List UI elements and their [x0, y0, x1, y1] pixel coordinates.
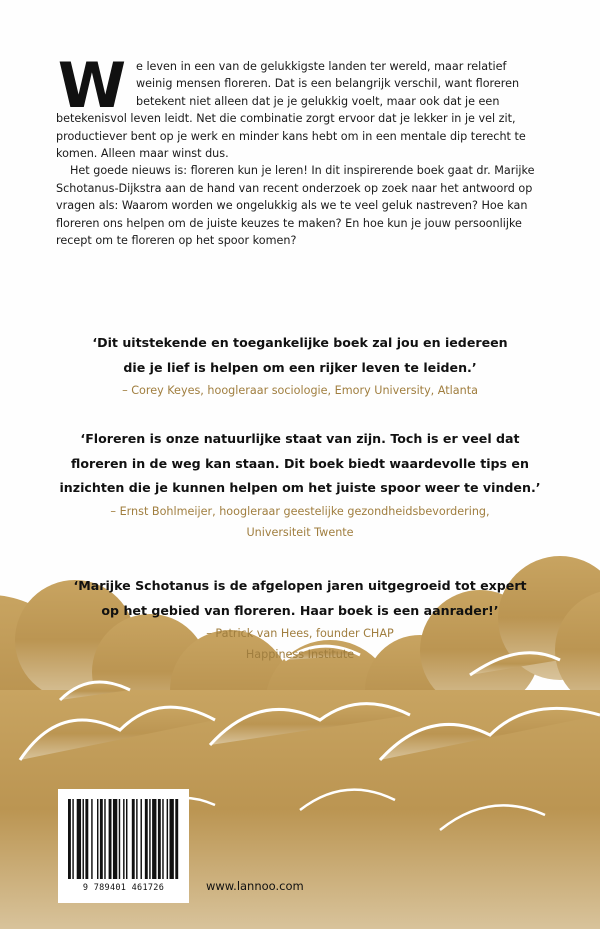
barcode-bar: [91, 799, 92, 879]
quote-source: – Corey Keyes, hoogleraar sociologie, Emory University, Atlanta: [122, 384, 478, 397]
barcode-bar: [145, 799, 148, 879]
barcode-bar: [100, 799, 103, 879]
quote-line: floreren in de weg kan staan. Dit boek biedt waardevolle tips en: [71, 455, 529, 471]
intro-paragraph-1: e leven in een van de gelukkigste landen ter wereld, maar relatief weinig mensen floreren. Dat is een belangrijk verschil, want floreren betekent niet alleen dat je je gelukkig voelt, maar ook dat je een betekenisvol leven leidt. Net die combinatie zorgt ervoor dat je lekker in je vel zit, productiever bent op je werk en minder kans hebt om in een mentale dip terecht te komen. Alleen maar winst dus.: [56, 60, 526, 161]
barcode-bar: [136, 799, 137, 879]
publisher-website: www.lannoo.com: [206, 879, 304, 893]
barcode-bar: [77, 799, 81, 879]
quote-line: op het gebied van floreren. Haar boek is een aanrader!’: [101, 602, 499, 618]
svg-text:W: W: [57, 60, 127, 110]
barcode-bar: [97, 799, 98, 879]
barcode-bar: [132, 799, 135, 879]
dropcap-w: [54, 60, 130, 110]
barcode-bar: [113, 799, 117, 879]
barcode-bar: [175, 799, 178, 879]
barcode-bar: [119, 799, 120, 879]
quote-source: – Patrick van Hees, founder CHAP: [206, 627, 394, 640]
barcode-bar: [72, 799, 73, 879]
barcode-number: 9 789401 461726: [82, 883, 165, 893]
quote-source: Happiness Institute: [245, 648, 355, 661]
barcode-bar: [123, 799, 124, 879]
barcode-bar: [85, 799, 88, 879]
quote-block-2: [40, 427, 560, 543]
quote-source: Universiteit Twente: [246, 525, 354, 539]
quote-line: ‘Marijke Schotanus is de afgelopen jaren uitgegroeid tot expert: [73, 578, 527, 593]
intro-paragraph-2: Het goede nieuws is: floreren kun je leren! In dit inspirerende boek gaat dr. Marijke Schotanus-Dijkstra aan de hand van recent onderzoek op zoek naar het antwoord op vragen als: Waarom worden we ongelukkig als we te veel geluk nastreven? Hoe kan floreren ons helpen om de juiste keuzes te maken? En hoe kun je jouw persoonlijke recept om te floreren op het spoor komen?: [56, 164, 535, 248]
barcode-bar: [104, 799, 105, 879]
quote-source: – Ernst Bohlmeijer, hoogleraar geestelijke gezondheidsbevordering,: [110, 504, 490, 518]
barcode-bar: [162, 799, 163, 879]
barcode: [58, 789, 189, 903]
barcode-bar: [170, 799, 174, 879]
barcode-bar: [158, 799, 161, 879]
barcode-bar: [149, 799, 150, 879]
barcode-bar: [83, 799, 84, 879]
barcode-bar: [141, 799, 142, 879]
barcode-bar: [109, 799, 112, 879]
quote-line: inzichten die je kunnen helpen om het juiste spoor weer te vinden.’: [59, 480, 541, 495]
quote-line: ‘Floreren is onze natuurlijke staat van zijn. Toch is er veel dat: [80, 431, 520, 446]
barcode-bar: [167, 799, 168, 879]
barcode-bars: [58, 789, 189, 883]
quote-line: ‘Dit uitstekende en toegankelijke boek zal jou en iedereen: [92, 335, 508, 350]
intro-text: [56, 58, 546, 249]
quote-block-3: [40, 574, 560, 665]
barcode-bar: [68, 799, 71, 879]
quote-line: die je lief is helpen om een rijker leven te leiden.’: [123, 359, 477, 375]
barcode-bar: [126, 799, 127, 879]
barcode-bar: [152, 799, 156, 879]
quote-block-1: [40, 331, 560, 401]
